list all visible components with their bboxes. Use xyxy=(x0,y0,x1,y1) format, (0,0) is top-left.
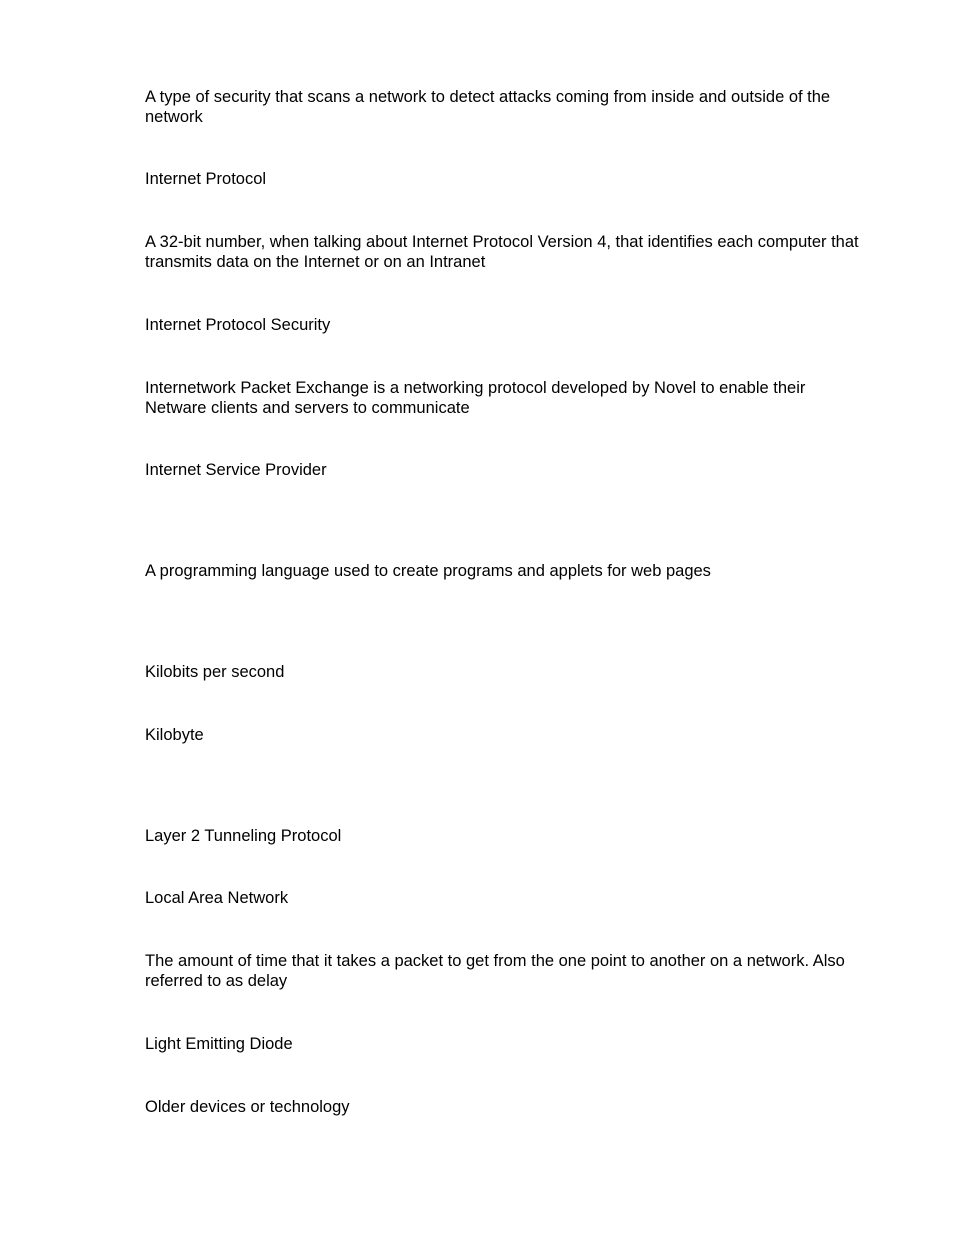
definition-text: Internetwork Packet Exchange is a networking protocol developed by Novel to enable their Netware clients and servers to communicate xyxy=(145,379,806,417)
definition-text: A type of security that scans a network to detect attacks coming from inside and outside of the network xyxy=(145,88,831,126)
definition-text: A programming language used to create programs and applets for web pages xyxy=(145,562,711,580)
definition-text: A 32-bit number, when talking about Internet Protocol Version 4, that identifies each computer that transmits data on the Internet or on an Intranet xyxy=(145,233,859,271)
definition-text: Kilobits per second xyxy=(145,663,285,681)
definition-text: Internet Service Provider xyxy=(145,461,327,479)
definition-text: Internet Protocol xyxy=(145,170,267,188)
definition-text: The amount of time that it takes a packet to get from the one point to another on a network. Also referred to as delay xyxy=(145,952,845,990)
definition-text: Older devices or technology xyxy=(145,1098,350,1116)
definition-text: Layer 2 Tunneling Protocol xyxy=(145,827,342,845)
definition-text: Internet Protocol Security xyxy=(145,316,331,334)
definition-text: Light Emitting Diode xyxy=(145,1035,293,1053)
definition-text: Local Area Network xyxy=(145,889,289,907)
definition-text: Kilobyte xyxy=(145,726,204,744)
